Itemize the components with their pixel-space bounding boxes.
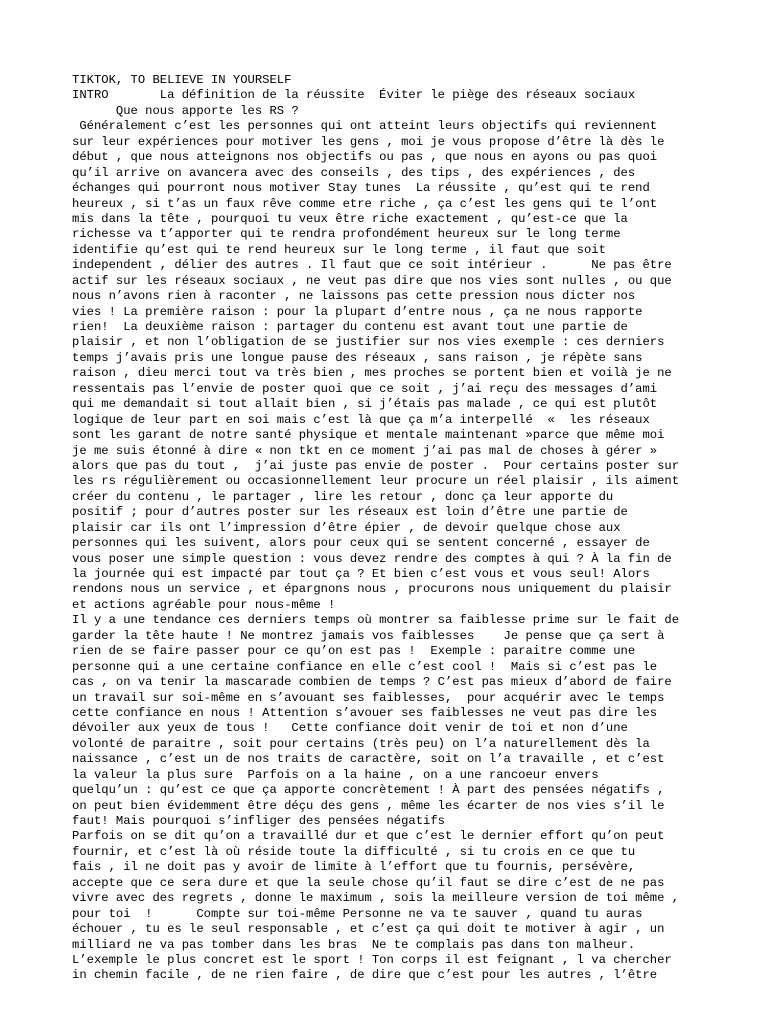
text-line: sur leur expériences pour motiver les gens , moi je vous propose d’être là dès le	[72, 134, 665, 149]
text-line: logique de leur part en soi mais c’est là que ça m’a interpellé « les réseaux	[72, 412, 650, 427]
text-line: richesse va t’apporter qui te rendra profondément heureux sur le long terme	[72, 227, 621, 242]
text-line: vous poser une simple question : vous devez rendre des comptes à qui ? À la fin de	[72, 551, 672, 566]
text-line: positif ; pour d’autres poster sur les réseaux est loin d’être une partie de	[72, 505, 628, 520]
text-line: les rs régulièrement ou occasionnellement leur procure un réel plaisir , ils aiment	[72, 474, 680, 489]
text-line: la valeur la plus sure Parfois on a la haine , on a une rancoeur envers	[72, 767, 599, 782]
text-line: et actions agréable pour nous-même !	[72, 597, 336, 612]
text-line: garder la tête haute ! Ne montrez jamais vos faiblesses Je pense que ça sert à	[72, 628, 665, 643]
text-line: identifie qu’est qui te rend heureux sur le long terme , il faut que soit	[72, 242, 606, 257]
text-line: quelqu’un : qu’est ce que ça apporte concrètement ! À part des pensées négatifs ,	[72, 783, 665, 798]
text-line: actif sur les réseaux sociaux , ne veut pas dire que nos vies sont nulles , ou que	[72, 273, 672, 288]
text-line: personnes qui les suivent, alors pour ceux qui se sentent concerné , essayer de	[72, 536, 650, 551]
text-line: qu’il arrive on avancera avec des conseils , des tips , des expériences , des	[72, 165, 636, 180]
text-line: Généralement c’est les personnes qui ont atteint leurs objectifs qui reviennent	[72, 119, 658, 134]
text-line: plaisir , et non l’obligation de se justifier sur nos vies exemple : ces derniers	[72, 335, 665, 350]
text-line: créer du contenu , le partager , lire les retour , donc ça leur apporte du	[72, 489, 614, 504]
text-line: in chemin facile , de ne rien faire , de dire que c’est pour les autres , l’être	[72, 968, 658, 983]
text-line: accepte que ce sera dure et que la seule chose qu’il faut se dire c’est de ne pas	[72, 875, 665, 890]
text-line: vivre avec des regrets , donne le maximum , sois la meilleure version de toi même ,	[72, 891, 680, 906]
text-line: rien! La deuxième raison : partager du contenu est avant tout une partie de	[72, 320, 628, 334]
text-line: la journée qui est impacté par tout ça ? Et bien c’est vous et vous seul! Alors	[72, 567, 650, 581]
text-line: temps j’avais pris une longue pause des réseaux , sans raison , je répète sans	[72, 350, 643, 365]
text-line: volonté de paraitre , soit pour certains (très peu) on l’a naturellement dès la	[72, 736, 650, 751]
text-line: échouer , tu es le seul responsable , et c’est ça qui doit te motiver à agir , un	[72, 922, 665, 937]
text-line: cette confiance en nous ! Attention s’avouer ses faiblesses ne veut pas dire les	[72, 705, 658, 720]
text-line: rien de se faire passer pour ce qu’on est pas ! Exemple : paraitre comme une	[72, 644, 636, 659]
text-line: on peut bien évidemment être déçu des gens , même les écarter de nos vies s’il le	[72, 798, 665, 813]
text-line: fournir, et c’est là où réside toute la difficulté , si tu crois en ce que tu	[72, 844, 636, 859]
text-line: milliard ne va pas tomber dans les bras Ne te complais pas dans ton malheur.	[72, 937, 636, 952]
text-line: naissance , c’est un de nos traits de caractère, soit on l’a travaille , et c’est	[72, 752, 665, 767]
document-title: TIKTOK, TO BELIEVE IN YOURSELF	[72, 73, 292, 87]
text-line: je me suis étonné à dire « non tkt en ce moment j’ai pas mal de choses à gérer »	[72, 443, 658, 458]
text-line: échanges qui pourront nous motiver Stay tunes La réussite , qu’est qui te rend	[72, 181, 650, 196]
text-line: INTRO La définition de la réussite Éviter le piège des réseaux sociaux	[72, 88, 636, 103]
text-line: Il y a une tendance ces derniers temps où montrer sa faiblesse prime sur le fait de	[72, 613, 680, 628]
text-line: personne qui a une certaine confiance en elle c’est cool ! Mais si c’est pas le	[72, 659, 658, 674]
text-line: alors que pas du tout , j’ai juste pas envie de poster . Pour certains poster sur	[72, 458, 680, 473]
text-line: vies ! La première raison : pour la plupart d’entre nous , ça ne nous rapporte	[72, 304, 643, 319]
text-line: un travail sur soi-même en s’avouant ses faiblesses, pour acquérir avec le temps	[72, 690, 665, 705]
text-line: faut! Mais pourquoi s’infliger des pensées négatifs	[72, 814, 445, 828]
text-line: dévoiler aux yeux de tous ! Cette confiance doit venir de toi et non d’une	[72, 721, 628, 736]
text-line: plaisir car ils ont l’impression d’être épier , de devoir quelque chose aux	[72, 520, 621, 535]
text-line: début , que nous atteignons nos objectifs ou pas , que nous en ayons ou pas quoi	[72, 150, 658, 165]
text-line: qui me demandait si tout allait bien , si j’étais pas malade , ce qui est plutôt	[72, 397, 658, 412]
text-line: pour toi ! Compte sur toi-même Personne ne va te sauver , quand tu auras	[72, 906, 643, 921]
text-line: independent , délier des autres . Il faut que ce soit intérieur . Ne pas être	[72, 258, 672, 273]
text-line: Que nous apporte les RS ?	[72, 103, 299, 118]
text-line: raison , dieu merci tout va très bien , mes proches se portent bien et voilà je ne	[72, 366, 672, 381]
text-line: mis dans la tête , pourquoi tu veux être riche exactement , qu’est-ce que la	[72, 211, 628, 226]
document-page	[72, 73, 696, 983]
text-line: heureux , si t’as un faux rêve comme etre riche , ça c’est les gens qui te l’ont	[72, 196, 658, 211]
text-line: L’exemple le plus concret est le sport ! Ton corps il est feignant , l va chercher	[72, 952, 672, 967]
text-line: cas , on va tenir la mascarade combien de temps ? C’est pas mieux d’abord de faire	[72, 675, 672, 690]
text-line: nous n’avons rien à raconter , ne laissons pas cette pression nous dicter nos	[72, 289, 636, 304]
text-line: ressentais pas l’envie de poster quoi que ce soit , j’ai reçu des messages d’ami	[72, 381, 658, 396]
text-line: Parfois on se dit qu’on a travaillé dur et que c’est le dernier effort qu’on peut	[72, 829, 665, 844]
text-line: rendons nous un service , et épargnons nous , procurons nous uniquement du plaisir	[72, 582, 672, 597]
text-line: sont les garant de notre santé physique et mentale maintenant »parce que même moi	[72, 428, 665, 443]
text-line: fais , il ne doit pas y avoir de limite à l’effort que tu fournis, persévère,	[72, 860, 636, 875]
